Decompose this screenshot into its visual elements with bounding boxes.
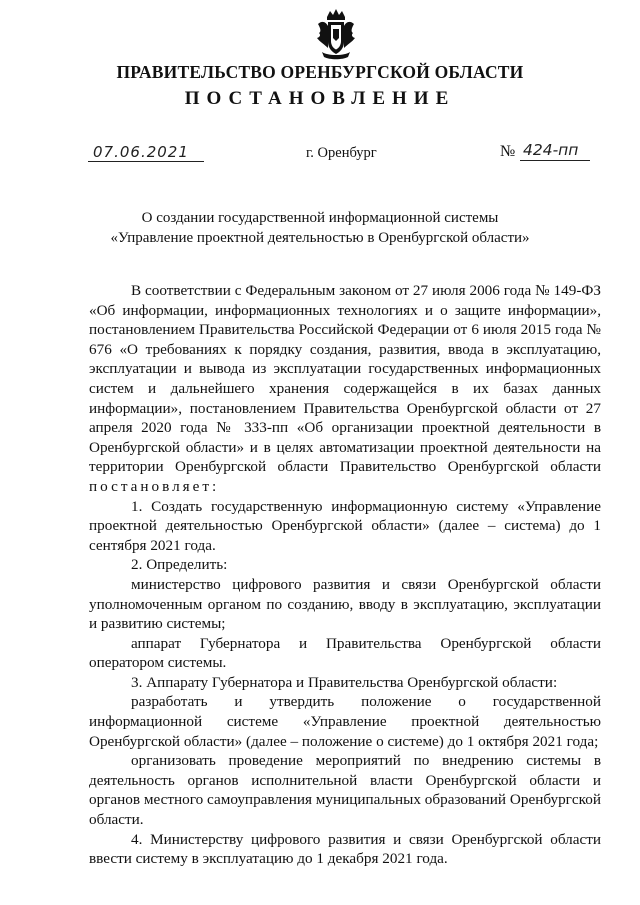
number-sign: № xyxy=(500,143,516,160)
document-number: 424-пп xyxy=(523,141,579,159)
title-line-2: «Управление проектной деятельностью в Оренбургской области» xyxy=(110,229,530,246)
document-body xyxy=(89,281,601,869)
coat-of-arms-icon xyxy=(314,8,358,60)
title-line-1: О создании государственной информационной системы xyxy=(141,210,499,226)
intro-paragraph xyxy=(89,281,601,497)
document-city: г. Оренбург xyxy=(306,145,377,161)
paragraph-2: 2. Определить: xyxy=(131,556,228,574)
date-underline xyxy=(88,161,204,162)
document-title xyxy=(0,209,640,248)
organization-name: ПРАВИТЕЛЬСТВО ОРЕНБУРГСКОЙ ОБЛАСТИ xyxy=(116,62,524,82)
paragraph-2a: министерство цифрового развития и связи Оренбургской области уполномоченным органом по созданию, вводу в эксплуатацию, эксплуатации и развитию системы; xyxy=(89,575,601,633)
paragraph-3a: разработать и утвердить положение о государственной информационной системе «Управление проектной деятельностью Оренбургской области» (далее – положение о системе) до 1 октября 2021 года; xyxy=(89,693,601,750)
number-underline xyxy=(520,160,590,161)
paragraph-3: 3. Аппарату Губернатора и Правительства Оренбургской области: xyxy=(131,673,558,691)
paragraph-4: 4. Министерству цифрового развития и связи Оренбургской области ввести систему в эксплуатацию до 1 декабря 2021 года. xyxy=(89,830,601,868)
paragraph-3b: организовать проведение мероприятий по внедрению системы в деятельность органов исполнительной власти Оренбургской области и органов местного самоуправления муниципальных образований Оренбургской области. xyxy=(89,752,601,829)
intro-text: В соответствии с Федеральным законом от 27 июля 2006 года № 149-ФЗ «Об информации, информационных технологиях и о защите информации», постановлением Правительства Российской Федерации от 6 июля 2015 года № 676 «О требованиях к порядку создания, развития, ввода в эксплуатацию, эксплуатации и вывода из эксплуатации государственных информационных систем и дальнейшего хранения содержащейся в их базах данных информации», постановлением Правительства Оренбургской области от 27 апреля 2020 года № 333-пп «Об организации проектной деятельности в Оренбургской области» и в целях автоматизации проектной деятельности на территории Оренбургской области Правительство Оренбургской области xyxy=(89,282,601,476)
decree-word: постановляет: xyxy=(89,477,220,495)
document-type: ПОСТАНОВЛЕНИЕ xyxy=(184,88,456,109)
paragraph-1: 1. Создать государственную информационную систему «Управление проектной деятельностью Оренбургской области» (далее – система) до 1 сентября 2021 года. xyxy=(89,497,601,554)
paragraph-2b: аппарат Губернатора и Правительства Оренбургской области оператором системы. xyxy=(89,634,601,672)
document-date: 07.06.2021 xyxy=(93,143,189,161)
